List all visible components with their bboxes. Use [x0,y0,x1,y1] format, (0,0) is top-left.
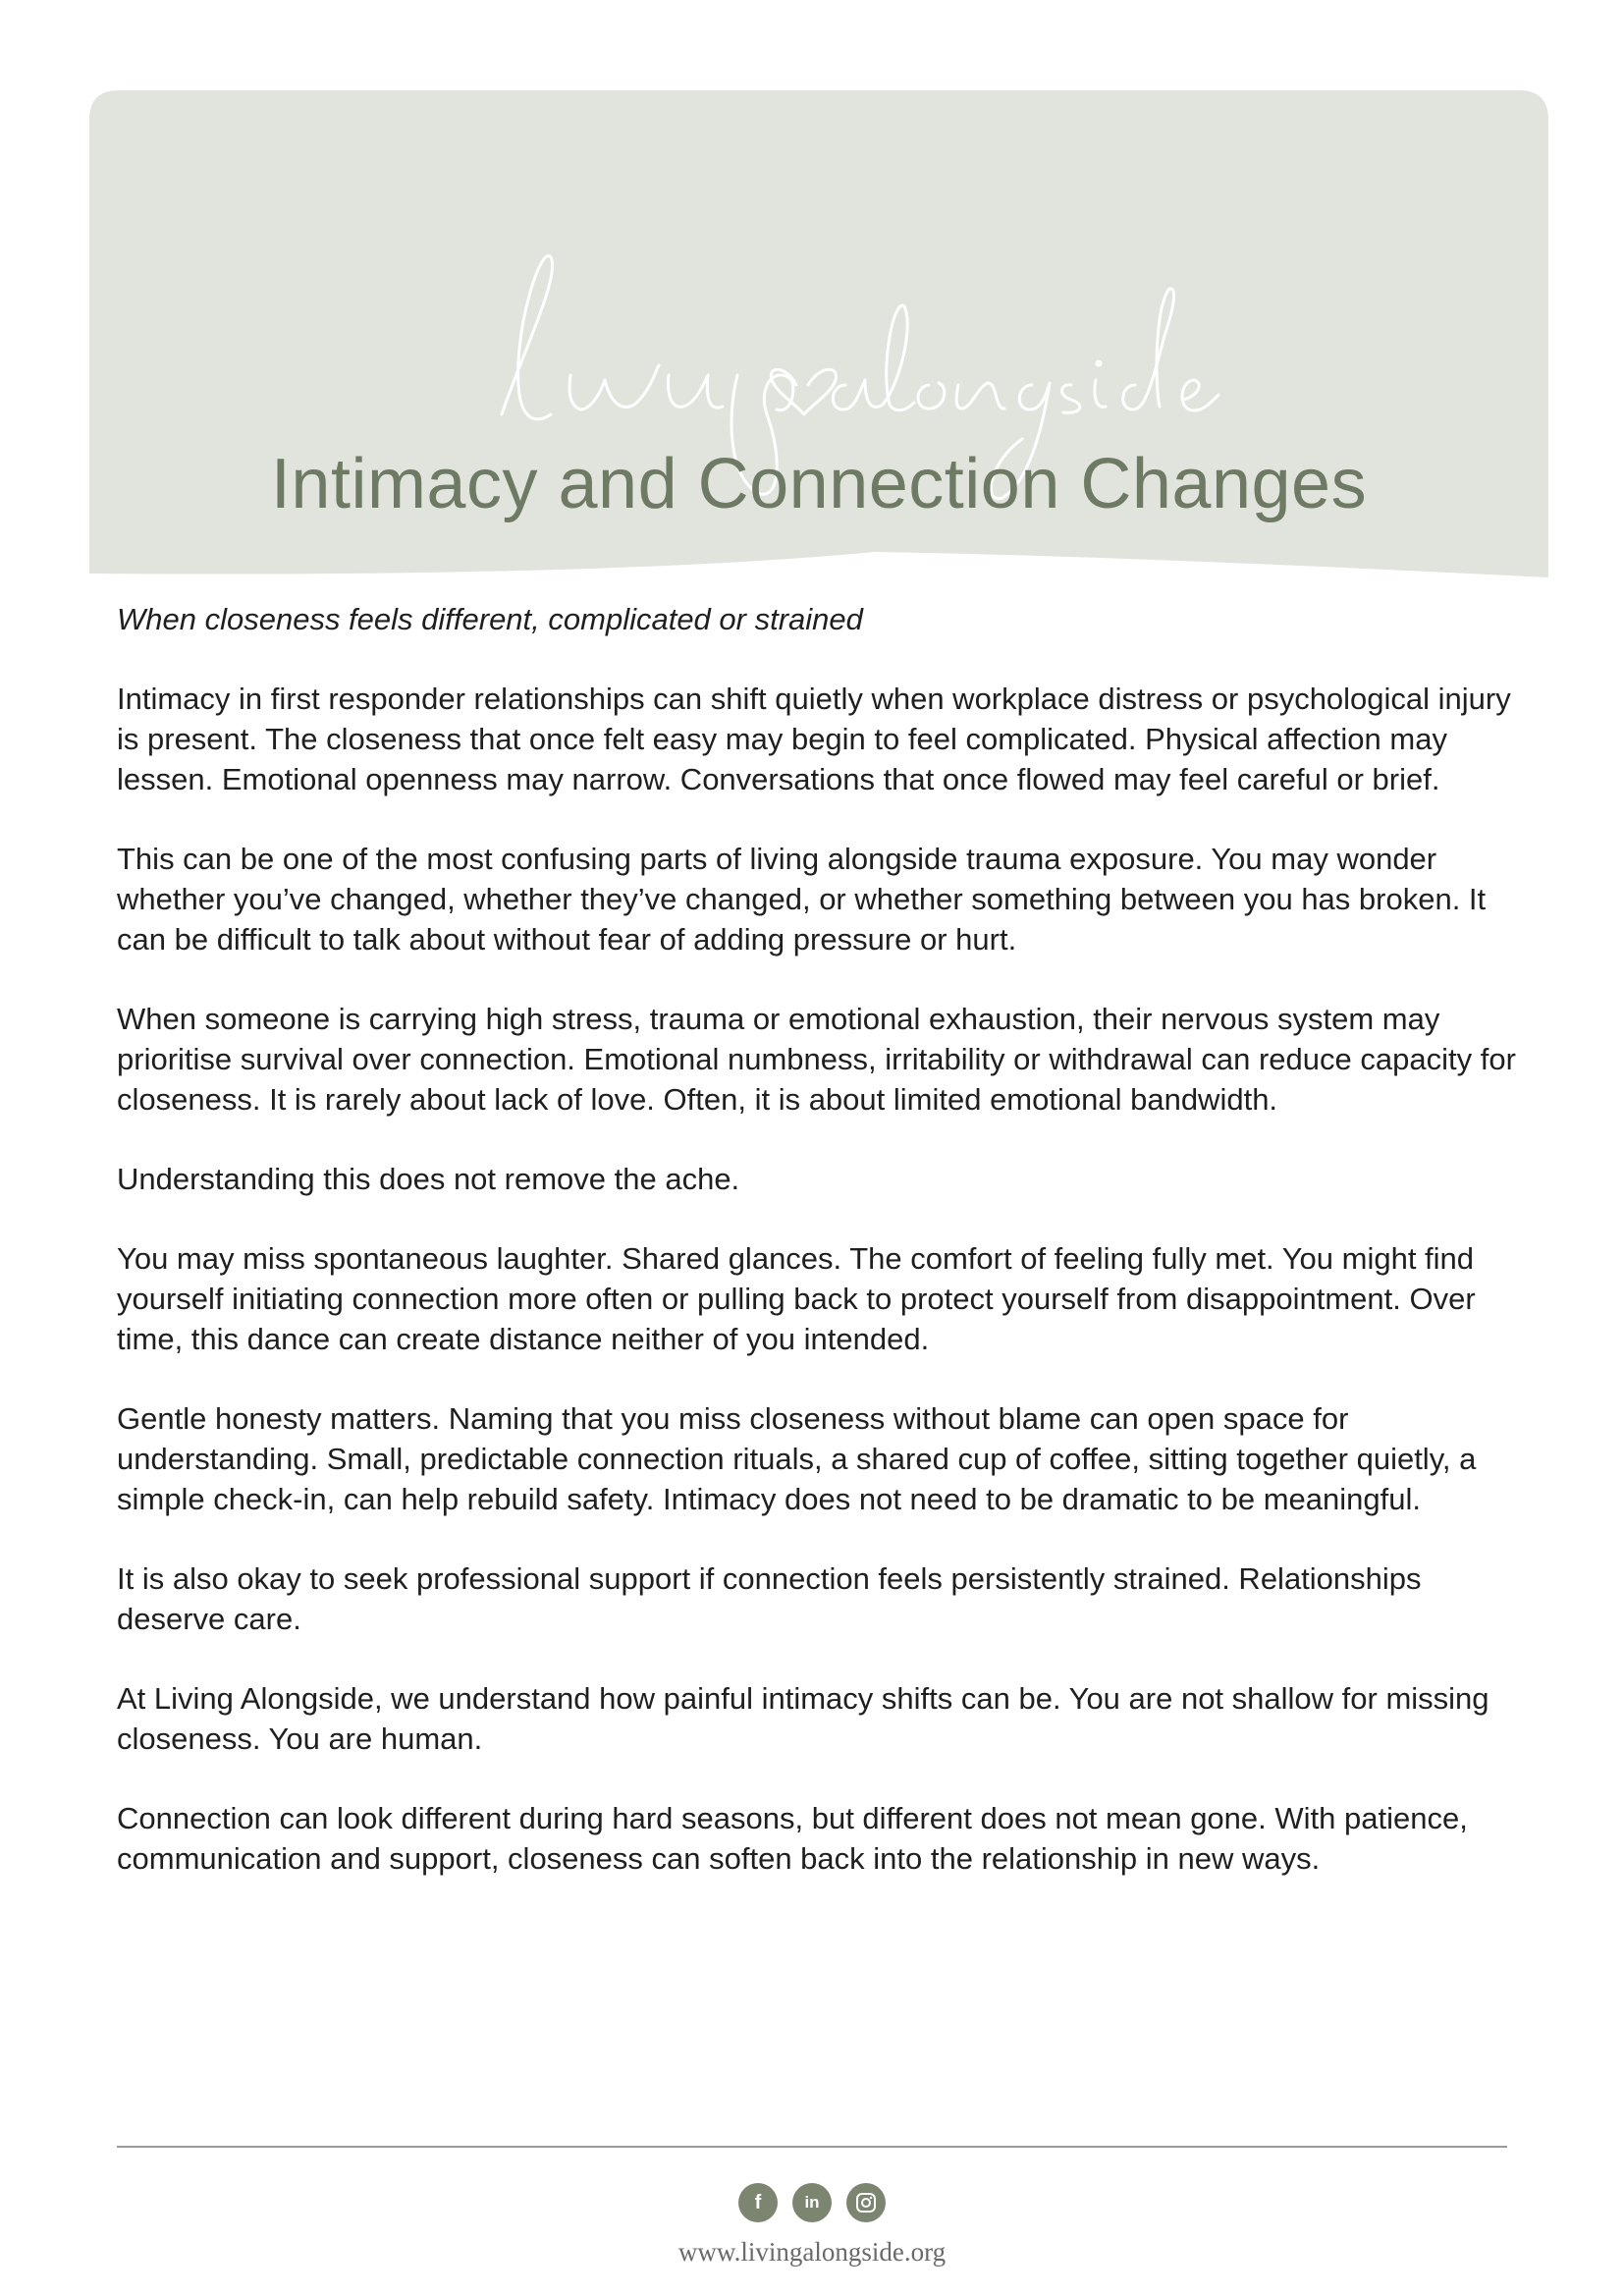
linkedin-glyph: in [804,2193,820,2212]
paragraph: You may miss spontaneous laughter. Shared glances. The comfort of feeling fully met. You might find yourself initiating connection more often or pulling back to protect yourself from disappointment. Over time, this dance can create distance neither of you intended. [117,1241,1476,1356]
paragraph: This can be one of the most confusing parts of living alongside trauma exposure. You may wonder whether you’ve changed, whether they’ve changed, or whether something between you has broken. It can be difficult to talk about without fear of adding pressure or hurt. [117,842,1487,957]
instagram-icon[interactable] [846,2183,886,2222]
paragraph: It is also okay to seek professional support if connection feels persistently strained. Relationships deserve care. [117,1561,1422,1636]
paragraph: Intimacy in first responder relationships can shift quietly when workplace distress or psychological injury is present. The closeness that once felt easy may begin to feel complicated. Physical affection may lessen. Emotional openness may narrow. Conversations that once flowed may feel careful or brief. [117,682,1511,796]
instagram-glyph [855,2192,877,2214]
header-banner [89,90,1548,581]
social-links [0,2183,1624,2222]
paragraph: At Living Alongside, we understand how painful intimacy shifts can be. You are not shallow for missing closeness. You are human. [117,1681,1489,1756]
subtitle: When closeness feels different, complicated or strained [117,602,863,636]
article-body [117,599,1521,1918]
facebook-icon[interactable] [738,2183,778,2222]
linkedin-icon[interactable] [792,2183,832,2222]
page-title: Intimacy and Connection Changes [270,445,1368,523]
paragraph: Connection can look different during hard seasons, but different does not mean gone. With patience, communication and support, closeness can soften back into the relationship in new ways. [117,1801,1468,1876]
paragraph: Gentle honesty matters. Naming that you miss closeness without blame can open space for understanding. Small, predictable connection rituals, a shared cup of coffee, sitting together quietly, a simple check-in, can help rebuild safety. Intimacy does not need to be dramatic to be meaningful. [117,1401,1477,1516]
paragraph: Understanding this does not remove the ache. [117,1162,740,1196]
paragraph: When someone is carrying high stress, trauma or emotional exhaustion, their nervous system may prioritise survival over connection. Emotional numbness, irritability or withdrawal can reduce capacity for closeness. It is rarely about lack of love. Often, it is about limited emotional bandwidth. [117,1002,1516,1117]
footer-divider [117,2146,1507,2148]
facebook-glyph: f [754,2191,762,2214]
website-link[interactable]: www.livingalongside.org [677,2237,947,2267]
